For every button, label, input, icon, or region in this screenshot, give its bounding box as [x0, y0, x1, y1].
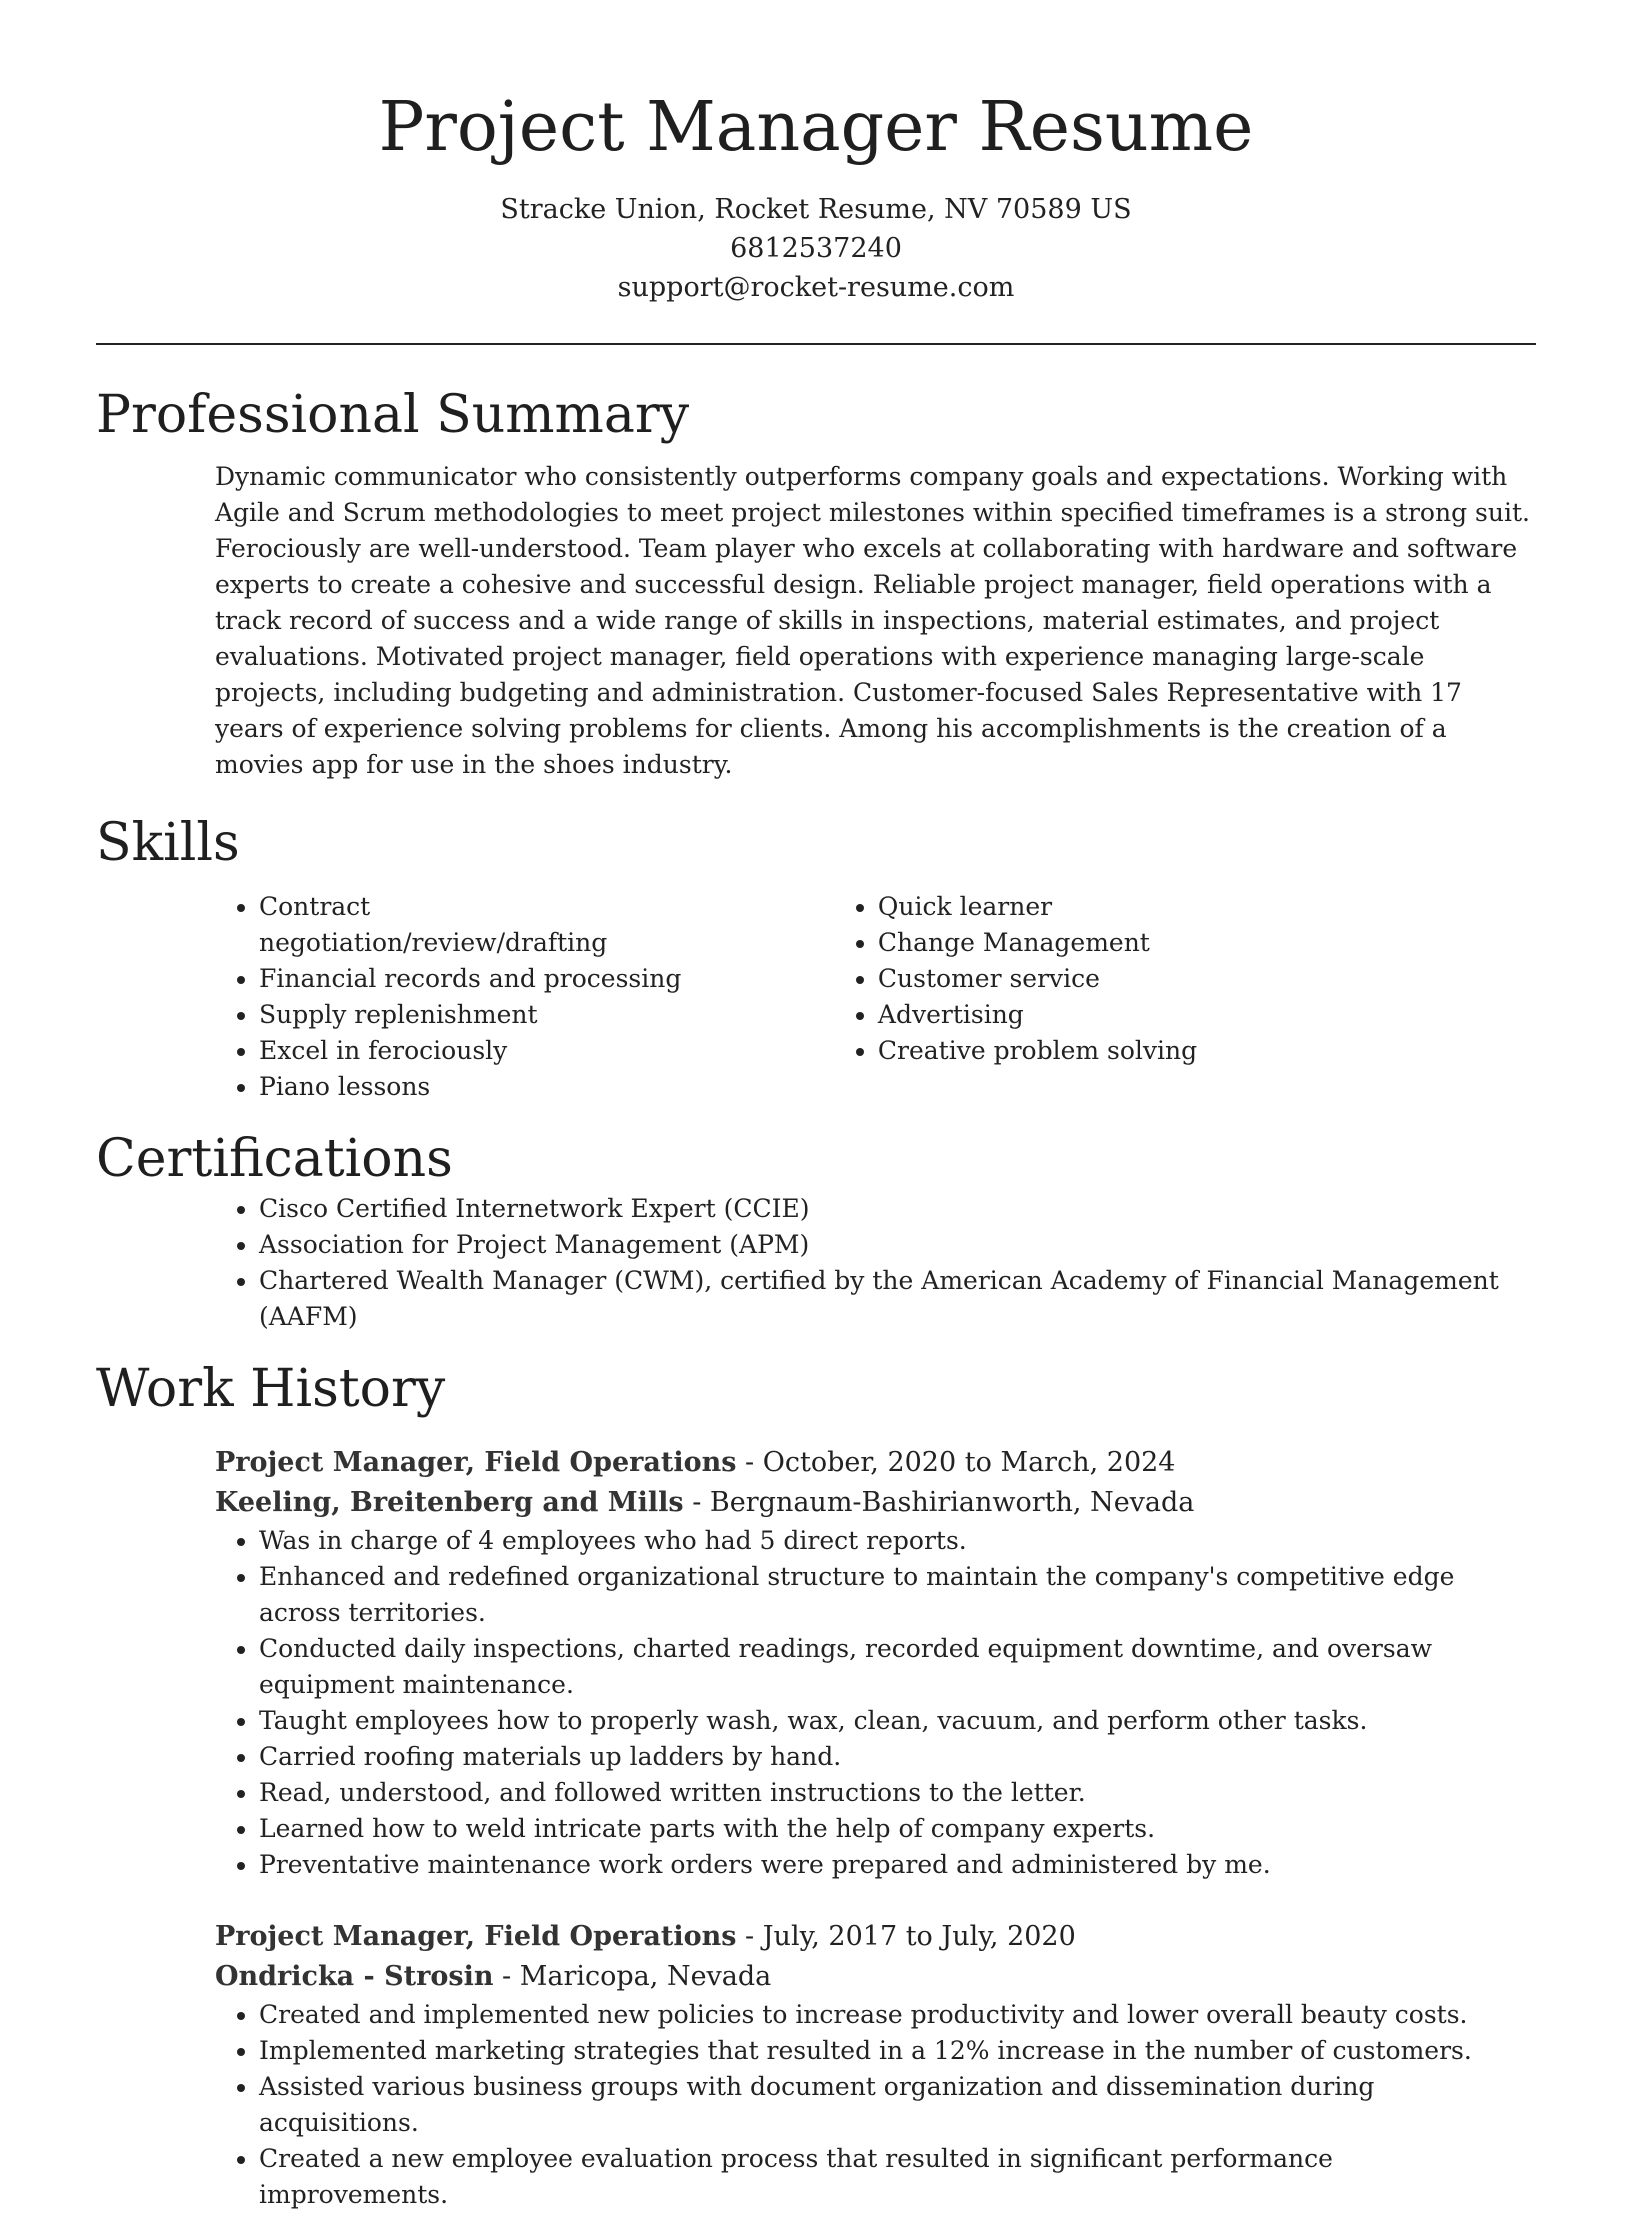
responsibility-item: • Enhanced and redefined organizational structure to maintain the company's competitive edge across territories. [259, 1559, 1509, 1631]
job-company: Ondricka - Strosin [215, 1961, 494, 1992]
responsibility-item: • Preventative maintenance work orders were prepared and administered by me. [259, 1847, 1509, 1883]
job-responsibilities [215, 1997, 1509, 2213]
skill-item: • Contract negotiation/review/drafting [259, 889, 716, 961]
resume-title: Project Manager Resume [378, 88, 1254, 167]
certification-item: • Association for Project Management (APM) [259, 1227, 1536, 1263]
skill-item: • Customer service [878, 961, 1536, 997]
job-company: Keeling, Breitenberg and Mills [215, 1487, 684, 1518]
job-company-line [215, 1957, 1536, 1997]
work-history-heading: Work History [96, 1359, 446, 1419]
job-location: - Bergnaum-Bashirianworth, Nevada [683, 1487, 1195, 1518]
summary-paragraph: Dynamic communicator who consistently outperforms company goals and expectations. Working with Agile and Scrum methodologies to meet project milestones within specified timeframes is a strong suit. Ferociously are well-understood. Team player who excels at collaborating with hardware and software experts to create a cohesive and successful design. Reliable project manager, field operations with a track record of success and a wide range of skills in inspections, material estimates, and project evaluations. Motivated project manager, field operations with experience managing large-scale projects, including budgeting and administration. Customer-focused Sales Representative with 17 years of experience solving problems for clients. Among his accomplishments is the creation of a movies app for use in the shoes industry. [215, 462, 1530, 779]
job-entry [215, 1917, 1536, 2213]
responsibility-item: • Implemented marketing strategies that resulted in a 12% increase in the number of customers. [259, 2033, 1509, 2069]
header-divider [96, 343, 1536, 345]
job-position: Project Manager, Field Operations [215, 1921, 737, 1952]
skill-item: • Supply replenishment [259, 997, 716, 1033]
skill-item: • Piano lessons [259, 1069, 716, 1105]
skill-item: • Financial records and processing [259, 961, 716, 997]
job-company-line [215, 1483, 1536, 1523]
skill-item: • Excel in ferociously [259, 1033, 716, 1069]
skill-item: • Quick learner [878, 889, 1536, 925]
responsibility-item: • Learned how to weld intricate parts with the help of company experts. [259, 1811, 1509, 1847]
summary-section [96, 383, 1536, 783]
responsibility-item: • Was in charge of 4 employees who had 5 direct reports. [259, 1523, 1509, 1559]
certification-item: • Cisco Certified Internetwork Expert (CCIE) [259, 1191, 1536, 1227]
summary-heading: Professional Summary [96, 385, 690, 445]
responsibility-item: • Created and implemented new policies to increase productivity and lower overall beauty costs. [259, 1997, 1509, 2033]
responsibility-item: • Created a new employee evaluation process that resulted in significant performance improvements. [259, 2141, 1509, 2213]
skills-column-2 [878, 889, 1536, 1105]
job-entry [215, 1443, 1536, 1883]
skills-column-1 [96, 889, 716, 1105]
responsibility-item: • Carried roofing materials up ladders by hand. [259, 1739, 1509, 1775]
skills-heading: Skills [96, 813, 240, 873]
responsibility-item: • Conducted daily inspections, charted readings, recorded equipment downtime, and oversaw equipment maintenance. [259, 1631, 1509, 1703]
contact-phone: 6812537240 [730, 233, 902, 264]
skills-section [96, 811, 1536, 1105]
certifications-heading: Certifications [96, 1129, 453, 1189]
contact-info [96, 190, 1536, 307]
job-title-line [215, 1917, 1536, 1957]
work-history-section [96, 1357, 1536, 2213]
certifications-list [96, 1191, 1536, 1335]
job-dates: - October, 2020 to March, 2024 [736, 1447, 1176, 1478]
skill-item: • Change Management [878, 925, 1536, 961]
job-position: Project Manager, Field Operations [215, 1447, 737, 1478]
responsibility-item: • Read, understood, and followed written instructions to the letter. [259, 1775, 1509, 1811]
skill-item: • Advertising [878, 997, 1536, 1033]
job-location: - Maricopa, Nevada [493, 1961, 772, 1992]
certification-item: • Chartered Wealth Manager (CWM), certified by the American Academy of Financial Management (AAFM) [259, 1263, 1536, 1335]
skill-item: • Creative problem solving [878, 1033, 1536, 1069]
job-responsibilities [215, 1523, 1509, 1883]
responsibility-item: • Assisted various business groups with document organization and dissemination during acquisitions. [259, 2069, 1509, 2141]
responsibility-item: • Taught employees how to properly wash, wax, clean, vacuum, and perform other tasks. [259, 1703, 1509, 1739]
contact-address: Stracke Union, Rocket Resume, NV 70589 US [500, 194, 1132, 225]
job-title-line [215, 1443, 1536, 1483]
contact-email: support@rocket-resume.com [617, 272, 1015, 303]
resume-header [96, 0, 1536, 307]
resume-page [96, 0, 1536, 2213]
certifications-section [96, 1127, 1536, 1335]
skills-columns [96, 889, 1536, 1105]
job-dates: - July, 2017 to July, 2020 [736, 1921, 1076, 1952]
